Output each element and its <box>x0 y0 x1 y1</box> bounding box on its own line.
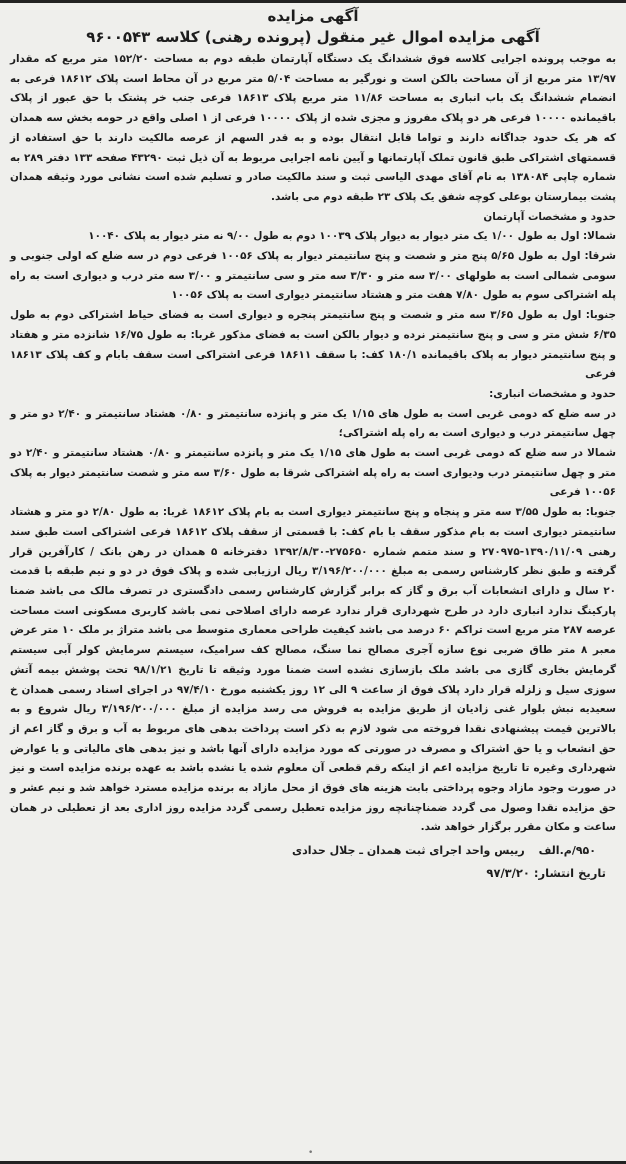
storage-paragraph-2: شمالا در سه ضلع که دومی غربی است به طول های ۱/۱۵ یک متر و پانزده سانتیمتر و ۰/۸۰ هشتاد سانتیمتر و ۲/۴۰ دو متر و چهل سانتیمتر درب ودیواری است به راه پله اشتراکی شرقا به طول ۳/۶۰ سه متر و شصت سانتیمتر دیوار به پلاک ۱۰۰۵۶ فرعی <box>10 447 616 499</box>
storage-paragraph-3: جنوبا: به طول ۳/۵۵ سه متر و پنجاه و پنج سانتیمتر دیواری است به بام پلاک ۱۸۶۱۲ غربا: به طول ۲/۸۰ دو متر و هشتاد سانتیمتر دیواری است به بام مذکور سقف با بام کف: با قسمتی از سقف پلاک ۱۸۶۱۲ فرعی اشتراکی است طبق سند رهنی ۱۳۹۰/۱۱/۰۹-۲۷۰۹۷۵ و سند متمم شماره ۲۷۵۶۵۰-۱۳۹۲/۸/۳۰ دفترخانه ۵ همدان در رهن بانک / کارآفرین قرار گرفته و طبق نظر کارشناس رسمی به مبلغ ۳/۱۹۶/۲۰۰/۰۰۰ ریال ارزیابی شده و پلاک فوق در دو و نیم طبقه با قدمت ۲۰ سال و دارای انشعابات آب برق و گاز که برابر گزارش کارشناس رسمی دادگستری در تصرف مالک می باشد ضمنا پارکینگ ندارد انباری دارد در طرح شهرداری قرار ندارد عرصه دارای اصلاحی نمی باشد کاربری مسکونی است مساحت عرصه ۲۸۷ متر مربع است تراکم ۶۰ درصد می باشد کیفیت طراحی معماری متوسط می باشد متراژ بر ملک ۱۰ متر عرض معبر ۸ متر طاق ضربی نوع سازه آجری مصالح نما سنگ، مصالح کف سرامیک، سیستم سرمایش کولر آبی سیستم گرمایش بخاری گازی می باشد ملک بازسازی نشده است ضمنا مورد وثیقه تا تاریخ ۹۸/۱/۲۱ تحت پوشش بیمه آتش سوزی سیل و زلزله قرار دارد پلاک فوق از ساعت ۹ الی ۱۲ روز یکشنبه مورخ ۹۷/۴/۱۰ در اجرای اسناد رسمی همدان خ سعیدیه نبش بلوار غنی زادیان از طریق مزایده به فروش می رسد مزایده از مبلغ ۳/۱۹۶/۲۰۰/۰۰۰ ریال شروع و به بالاترین قیمت پیشنهادی نقدا فروخته می شود لازم به ذکر است پرداخت بدهی های مربوط به آب و برق و گاز اعم از حق انشعاب و یا حق اشتراک و مصرف در صورتی که مورد مزایده دارای آنها باشد و نیز بدهی های مالیاتی و یا عوارض شهرداری وغیره تا تاریخ مزایده اعم از اینکه رقم قطعی آن معلوم شده یا نشده باشد به عهده برنده مزایده است و نیز در صورت وجود مازاد وجوه پرداختی بابت هزینه های فوق از محل مازاد به برنده مزایده مسترد خواهد شد و نیم عشر و حق مزایده نقدا وصول می گردد ضمناچنانچه روز مزایده تعطیل رسمی گردد مزایده روز اداری بعد از تعطیلی در همان ساعت و مکان مقرر برگزار خواهد شد. <box>10 506 617 834</box>
signatory-name: رییس واحد اجرای ثبت همدان ـ جلال حدادی <box>291 844 525 858</box>
page-mark-icon: • <box>308 1148 314 1158</box>
publication-date: تاریخ انتشار: ۹۷/۳/۲۰ <box>486 866 606 881</box>
signature-line <box>10 840 616 862</box>
apartment-bounds-heading: حدود و مشخصات آپارتمان <box>483 210 616 223</box>
storage-bounds-heading: حدود و مشخصات انباری: <box>489 387 616 400</box>
reference-code: ۹۵۰/م.الف <box>538 844 596 858</box>
notice-subtitle: آگهی مزایده اموال غیر منقول (پرونده رهنی) کلاسه ۹۶۰۰۵۴۳ <box>86 28 540 46</box>
storage-paragraph-1: در سه ضلع که دومی غربی است به طول های ۱/۱۵ یک متر و پانزده سانتیمتر و ۰/۸۰ هشتاد سانتیمتر و ۲/۴۰ دو متر و چهل سانتیمتر درب و دیواری است به راه پله اشتراکی؛ <box>10 407 617 440</box>
east-bound-paragraph: شرقا: اول به طول ۵/۶۵ پنج متر و شصت و پنج سانتیمتر دیوار به پلاک ۱۰۰۵۶ فرعی دوم در سه ضلع که اولی جنوبی و سومی شمالی است به طولهای ۳/۰۰ سه متر و ۳/۳۰ سه متر و سی سانتیمتر و ۳/۰۰ سه متر درب و دیواری است به راه پله اشتراکی سوم به طول ۷/۸۰ هفت متر و هشتاد سانتیمتر دیواری است به پلاک ۱۰۰۵۶ <box>10 250 617 302</box>
intro-paragraph: به موجب پرونده اجرایی کلاسه فوق ششدانگ یک دستگاه آپارتمان طبقه دوم به مساحت ۱۵۲/۲۰ متر مربع که مقدار ۱۳/۹۷ متر مربع از آن مساحت بالکن است و نورگیر به مساحت ۵/۰۴ متر مربع در آن محاط است پلاک ۱۸۶۱۲ فرعی به انضمام ششدانگ یک باب انباری به مساحت ۱۱/۸۶ متر مربع پلاک ۱۸۶۱۳ فرعی جنب خر پشتک با حق عبور از پلاک باقیمانده ۱۰۰۰۰ فرعی هر دو پلاک مفروز و مجزی شده از پلاک ۱۰۰۰۰ فرعی از ۱ اصلی واقع در حومه بخش سه همدان که هر یک حدود جداگانه دارند و تواما قابل انتقال بوده و به قدر السهم از عرصه مالکیت دارند با حق استفاده از قسمتهای اشتراکی طبق قانون تملک آپارتمانها و آیین نامه اجرایی مربوط به آن ذیل ثبت ۴۳۲۹۰ صفحه ۱۳۳ دفتر ۲۸۹ به شماره چاپی ۱۳۸۰۸۴ به نام آقای مهدی الیاسی ثبت و سند مالکیت صادر و تسلیم شده است نشانی مورد وثیقه همدان پشت بیمارستان بوعلی کوچه شفق یک پلاک ۲۳ طبقه دوم می باشد. <box>10 53 617 203</box>
notice-title: آگهی مزایده <box>267 7 359 25</box>
north-bound-paragraph: شمالا: اول به طول ۱/۰۰ یک متر دیوار به دیوار پلاک ۱۰۰۳۹ دوم به طول ۹/۰۰ نه متر دیوار به پلاک ۱۰۰۴۰ <box>88 230 616 243</box>
south-bound-paragraph: جنوبا: اول به طول ۳/۶۵ سه متر و شصت و پنج سانتیمتر پنجره و دیواری است به فضای حیاط اشتراکی دوم به طول ۶/۳۵ شش متر و سی و پنج سانتیمتر نرده و دیوار بالکن است به فضای مذکور غربا: به طول ۱۶/۷۵ شانزده متر و هفتاد و پنج سانتیمتر دیوار به پلاک باقیمانده ۱۸۰/۱ کف: با سقف ۱۸۶۱۱ فرعی اشتراکی است سقف بابام و کف پلاک ۱۸۶۱۳ فرعی <box>10 309 617 381</box>
